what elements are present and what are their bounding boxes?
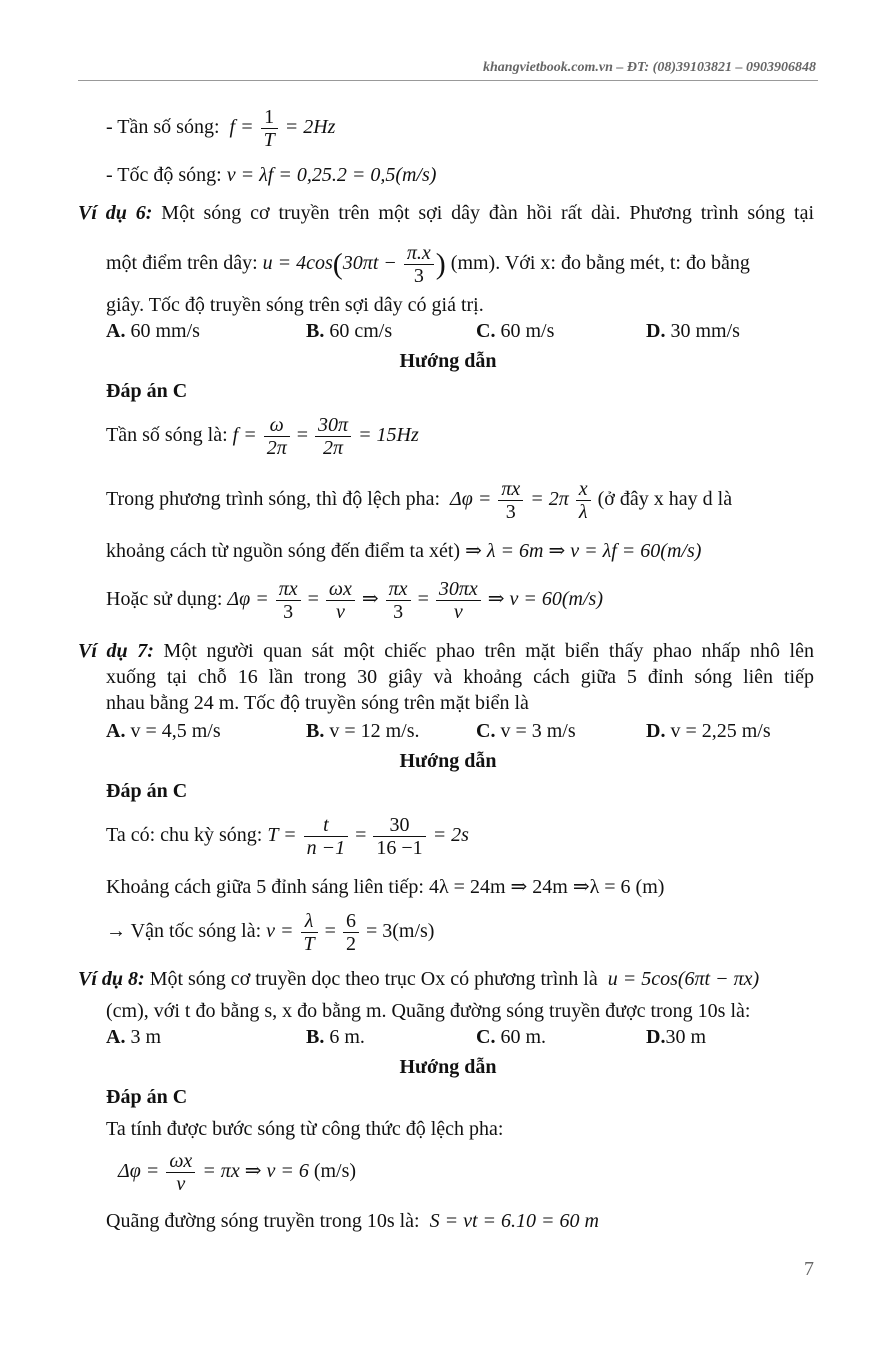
page-header: khangvietbook.com.vn – ĐT: (08)39103821 – 0903906848 xyxy=(483,60,816,75)
option-a: A. 60 mm/s xyxy=(106,320,200,342)
option-d: D. v = 2,25 m/s xyxy=(646,720,771,742)
option-d: D. 30 mm/s xyxy=(646,320,740,342)
option-b: B. 60 cm/s xyxy=(306,320,393,342)
example-6-line-1: Ví dụ 6: Một sóng cơ truyền trên một sợi dây đàn hồi rất dài. Phương trình sóng tại xyxy=(78,202,814,224)
speed-line: - Tốc độ sóng: v = λf = 0,25.2 = 0,5(m/s) xyxy=(106,164,437,186)
distance-solution: Quãng đường sóng truyền trong 10s là: S = vt = 6.10 = 60 m xyxy=(106,1210,599,1232)
answer-label: Đáp án C xyxy=(106,780,188,802)
answer-label: Đáp án C xyxy=(106,380,188,402)
option-a: A. 3 m xyxy=(106,1026,162,1048)
option-a: A. v = 4,5 m/s xyxy=(106,720,221,742)
example-7-line-1: Ví dụ 7: Một người quan sát một chiếc phao trên mặt biển thấy phao nhấp nhô lên xyxy=(78,640,814,662)
option-b: B. v = 12 m/s. xyxy=(306,720,420,742)
option-c: C. 60 m/s xyxy=(476,320,555,342)
phase-line: Trong phương trình sóng, thì độ lệch pha: Δφ = $\frac{\pi x}{3}$ = 2π $\frac{x}{\lambda}$ (ở đây x hay d là xyxy=(106,478,733,523)
wavelength-text: Ta tính được bước sóng từ công thức độ lệch pha: xyxy=(106,1118,504,1140)
example-6-line-2: một điểm trên dây: u = 4cos(30πt − $\frac{\pi.x}{3}$ ) (mm). Với x: đo bằng mét, t: đo bằng xyxy=(106,242,750,287)
option-b: B. 6 m. xyxy=(306,1026,365,1048)
page-number: 7 xyxy=(804,1258,814,1280)
example-8-line-2: (cm), với t đo bằng s, x đo bằng m. Quãng đường sóng truyền được trong 10s là: xyxy=(106,1000,751,1022)
guide-heading: Hướng dẫn xyxy=(399,1056,497,1078)
frequency-line: - Tần số sóng: f = $\frac{1}{T}$ = 2Hz xyxy=(106,106,336,151)
example-7-line-2: xuống tại chỗ 16 lần trong 30 giây và khoảng cách giữa 5 đỉnh sóng liên tiếp xyxy=(106,666,814,688)
crest-distance-line: Khoảng cách giữa 5 đỉnh sáng liên tiếp: 4λ = 24m ⇒ 24m ⇒λ = 6 (m) xyxy=(106,876,665,898)
answer-label: Đáp án C xyxy=(106,1086,188,1108)
option-c: C. 60 m. xyxy=(476,1026,547,1048)
alternative-line: Hoặc sử dụng: Δφ = $\frac{\pi x}{3}$ = $\frac{\omega x}{v}$ ⇒ $\frac{\pi x}{3}$ = $\frac{30\pi x}{v}$ ⇒ v = 60(m/s) xyxy=(106,578,603,623)
option-c: C. v = 3 m/s xyxy=(476,720,576,742)
period-line: Ta có: chu kỳ sóng: T = $\frac{t}{n -1}$ = $\frac{30}{16 -1}$ = 2s xyxy=(106,814,469,859)
velocity-line: → Vận tốc sóng là: v = $\frac{\lambda}{T}$ = $\frac{6}{2}$ = 3(m/s) xyxy=(106,910,435,955)
example-7-line-3: nhau bằng 24 m. Tốc độ truyền sóng trên mặt biển là xyxy=(106,692,529,714)
phase-formula: Δφ = $\frac{\omega x}{v}$ = πx ⇒ v = 6 (m/s) xyxy=(118,1150,357,1195)
example-6-line-3: giây. Tốc độ truyền sóng trên sợi dây có giá trị. xyxy=(106,294,484,316)
guide-heading: Hướng dẫn xyxy=(399,750,497,772)
guide-heading: Hướng dẫn xyxy=(399,350,497,372)
distance-line: khoảng cách từ nguồn sóng đến điểm ta xét) ⇒ λ = 6m ⇒ v = λf = 60(m/s) xyxy=(106,540,702,562)
frequency-solution: Tần số sóng là: f = $\frac{\omega}{2\pi}$ = $\frac{30\pi}{2\pi}$ = 15Hz xyxy=(106,414,419,459)
example-8-line-1: Ví dụ 8: Một sóng cơ truyền dọc theo trục Ox có phương trình là u = 5cos(6πt − πx) xyxy=(78,968,760,990)
header-rule xyxy=(78,80,818,81)
option-d: D.30 m xyxy=(646,1026,707,1048)
